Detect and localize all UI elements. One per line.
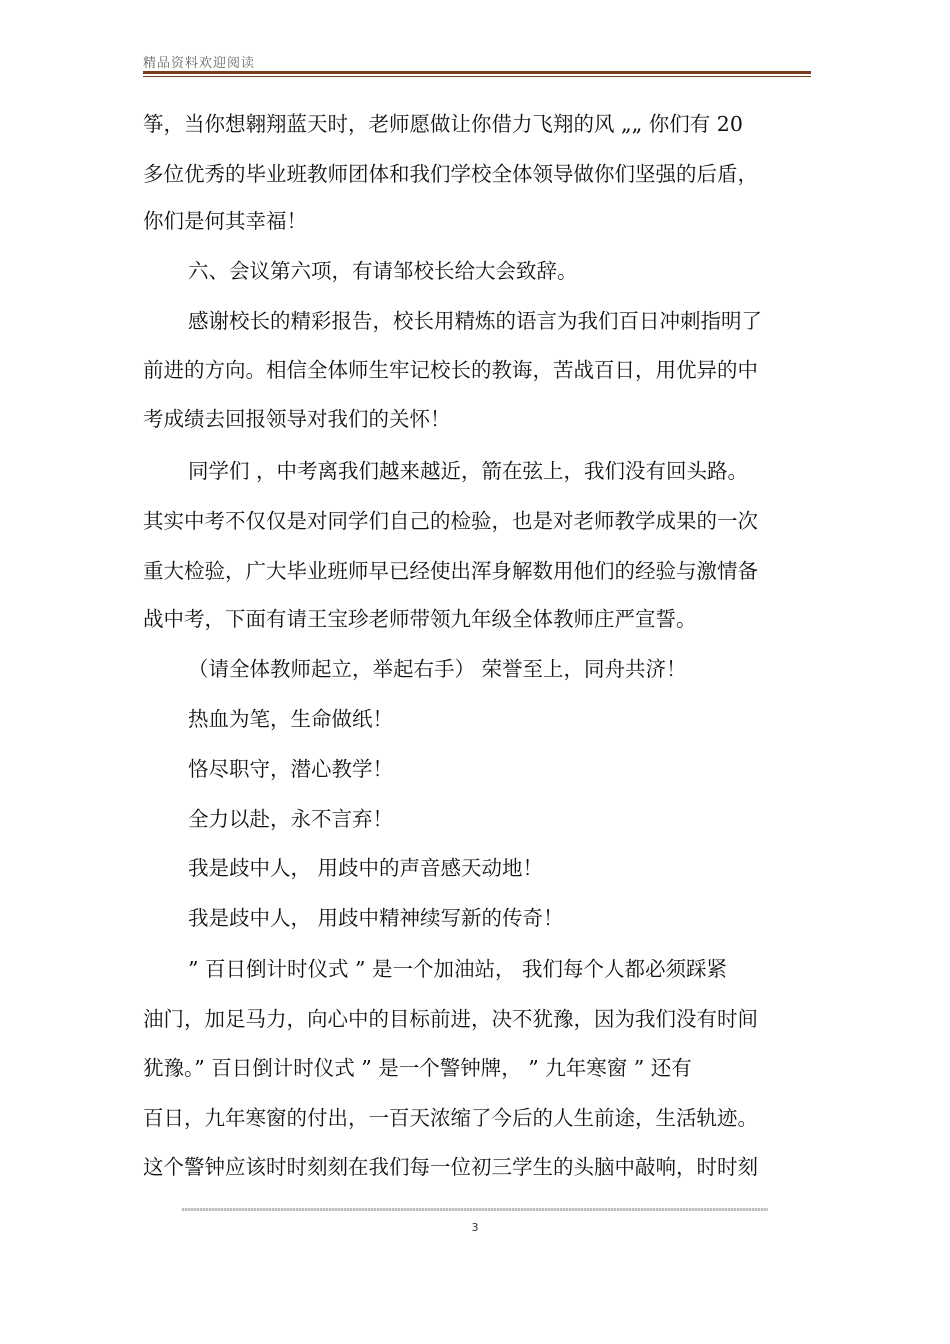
paragraph-line: 热血为笔，生命做纸！ bbox=[188, 707, 393, 731]
paragraph-line: 全力以赴，永不言弃！ bbox=[188, 807, 393, 831]
header-rule-thin bbox=[143, 76, 811, 77]
text-line: 前进的方向。相信全体师生牢记校长的教诲，苦战百日，用优异的中 bbox=[143, 358, 758, 382]
text-line: 你们是何其幸福！ bbox=[143, 209, 307, 233]
text-line: 犹豫。” 百日倒计时仪式 ” 是一个警钟牌， ” 九年寒窗 ” 还有 bbox=[143, 1056, 692, 1080]
text-line: 重大检验，广大毕业班师早已经使出浑身解数用他们的经验与激情备 bbox=[143, 559, 758, 583]
text-line: 战中考，下面有请王宝珍老师带领九年级全体教师庄严宣誓。 bbox=[143, 607, 697, 631]
paragraph-line: 感谢校长的精彩报告，校长用精炼的语言为我们百日冲刺指明了 bbox=[188, 309, 762, 333]
paragraph-line: 同学们 ，中考离我们越来越近，箭在弦上，我们没有回头路。 bbox=[188, 459, 749, 483]
footer-rule bbox=[182, 1208, 768, 1211]
header-rule bbox=[143, 71, 811, 74]
text-line: 考成绩去回报领导对我们的关怀！ bbox=[143, 407, 451, 431]
page-header bbox=[143, 52, 811, 82]
text-line: 其实中考不仅仅是对同学们自己的检验，也是对老师教学成果的一次 bbox=[143, 509, 758, 533]
paragraph-line: 我是歧中人， 用歧中精神续写新的传奇！ bbox=[188, 906, 564, 930]
paragraph-line: 六、会议第六项，有请邹校长给大会致辞。 bbox=[188, 259, 578, 283]
paragraph-line: （请全体教师起立，举起右手） 荣誉至上，同舟共济！ bbox=[188, 657, 687, 681]
page-number: 3 bbox=[471, 1221, 479, 1234]
paragraph-line: 恪尽职守，潜心教学！ bbox=[188, 757, 393, 781]
paragraph-line: ” 百日倒计时仪式 ” 是一个加油站， 我们每个人都必须踩紧 bbox=[188, 957, 728, 981]
text-line: 多位优秀的毕业班教师团体和我们学校全体领导做你们坚强的后盾， bbox=[143, 162, 758, 186]
text-line: 百日，九年寒窗的付出，一百天浓缩了今后的人生前途，生活轨迹。 bbox=[143, 1106, 758, 1130]
text-line: 油门，加足马力，向心中的目标前进，决不犹豫，因为我们没有时间 bbox=[143, 1007, 758, 1031]
text-line: 筝，当你想翱翔蓝天时，老师愿做让你借力飞翔的风 „„ 你们有 20 bbox=[143, 112, 743, 136]
text-line: 这个警钟应该时时刻刻在我们每一位初三学生的头脑中敲响，时时刻 bbox=[143, 1155, 758, 1179]
header-text: 精品资料欢迎阅读 bbox=[143, 56, 256, 71]
paragraph-line: 我是歧中人， 用歧中的声音感天动地！ bbox=[188, 856, 544, 880]
